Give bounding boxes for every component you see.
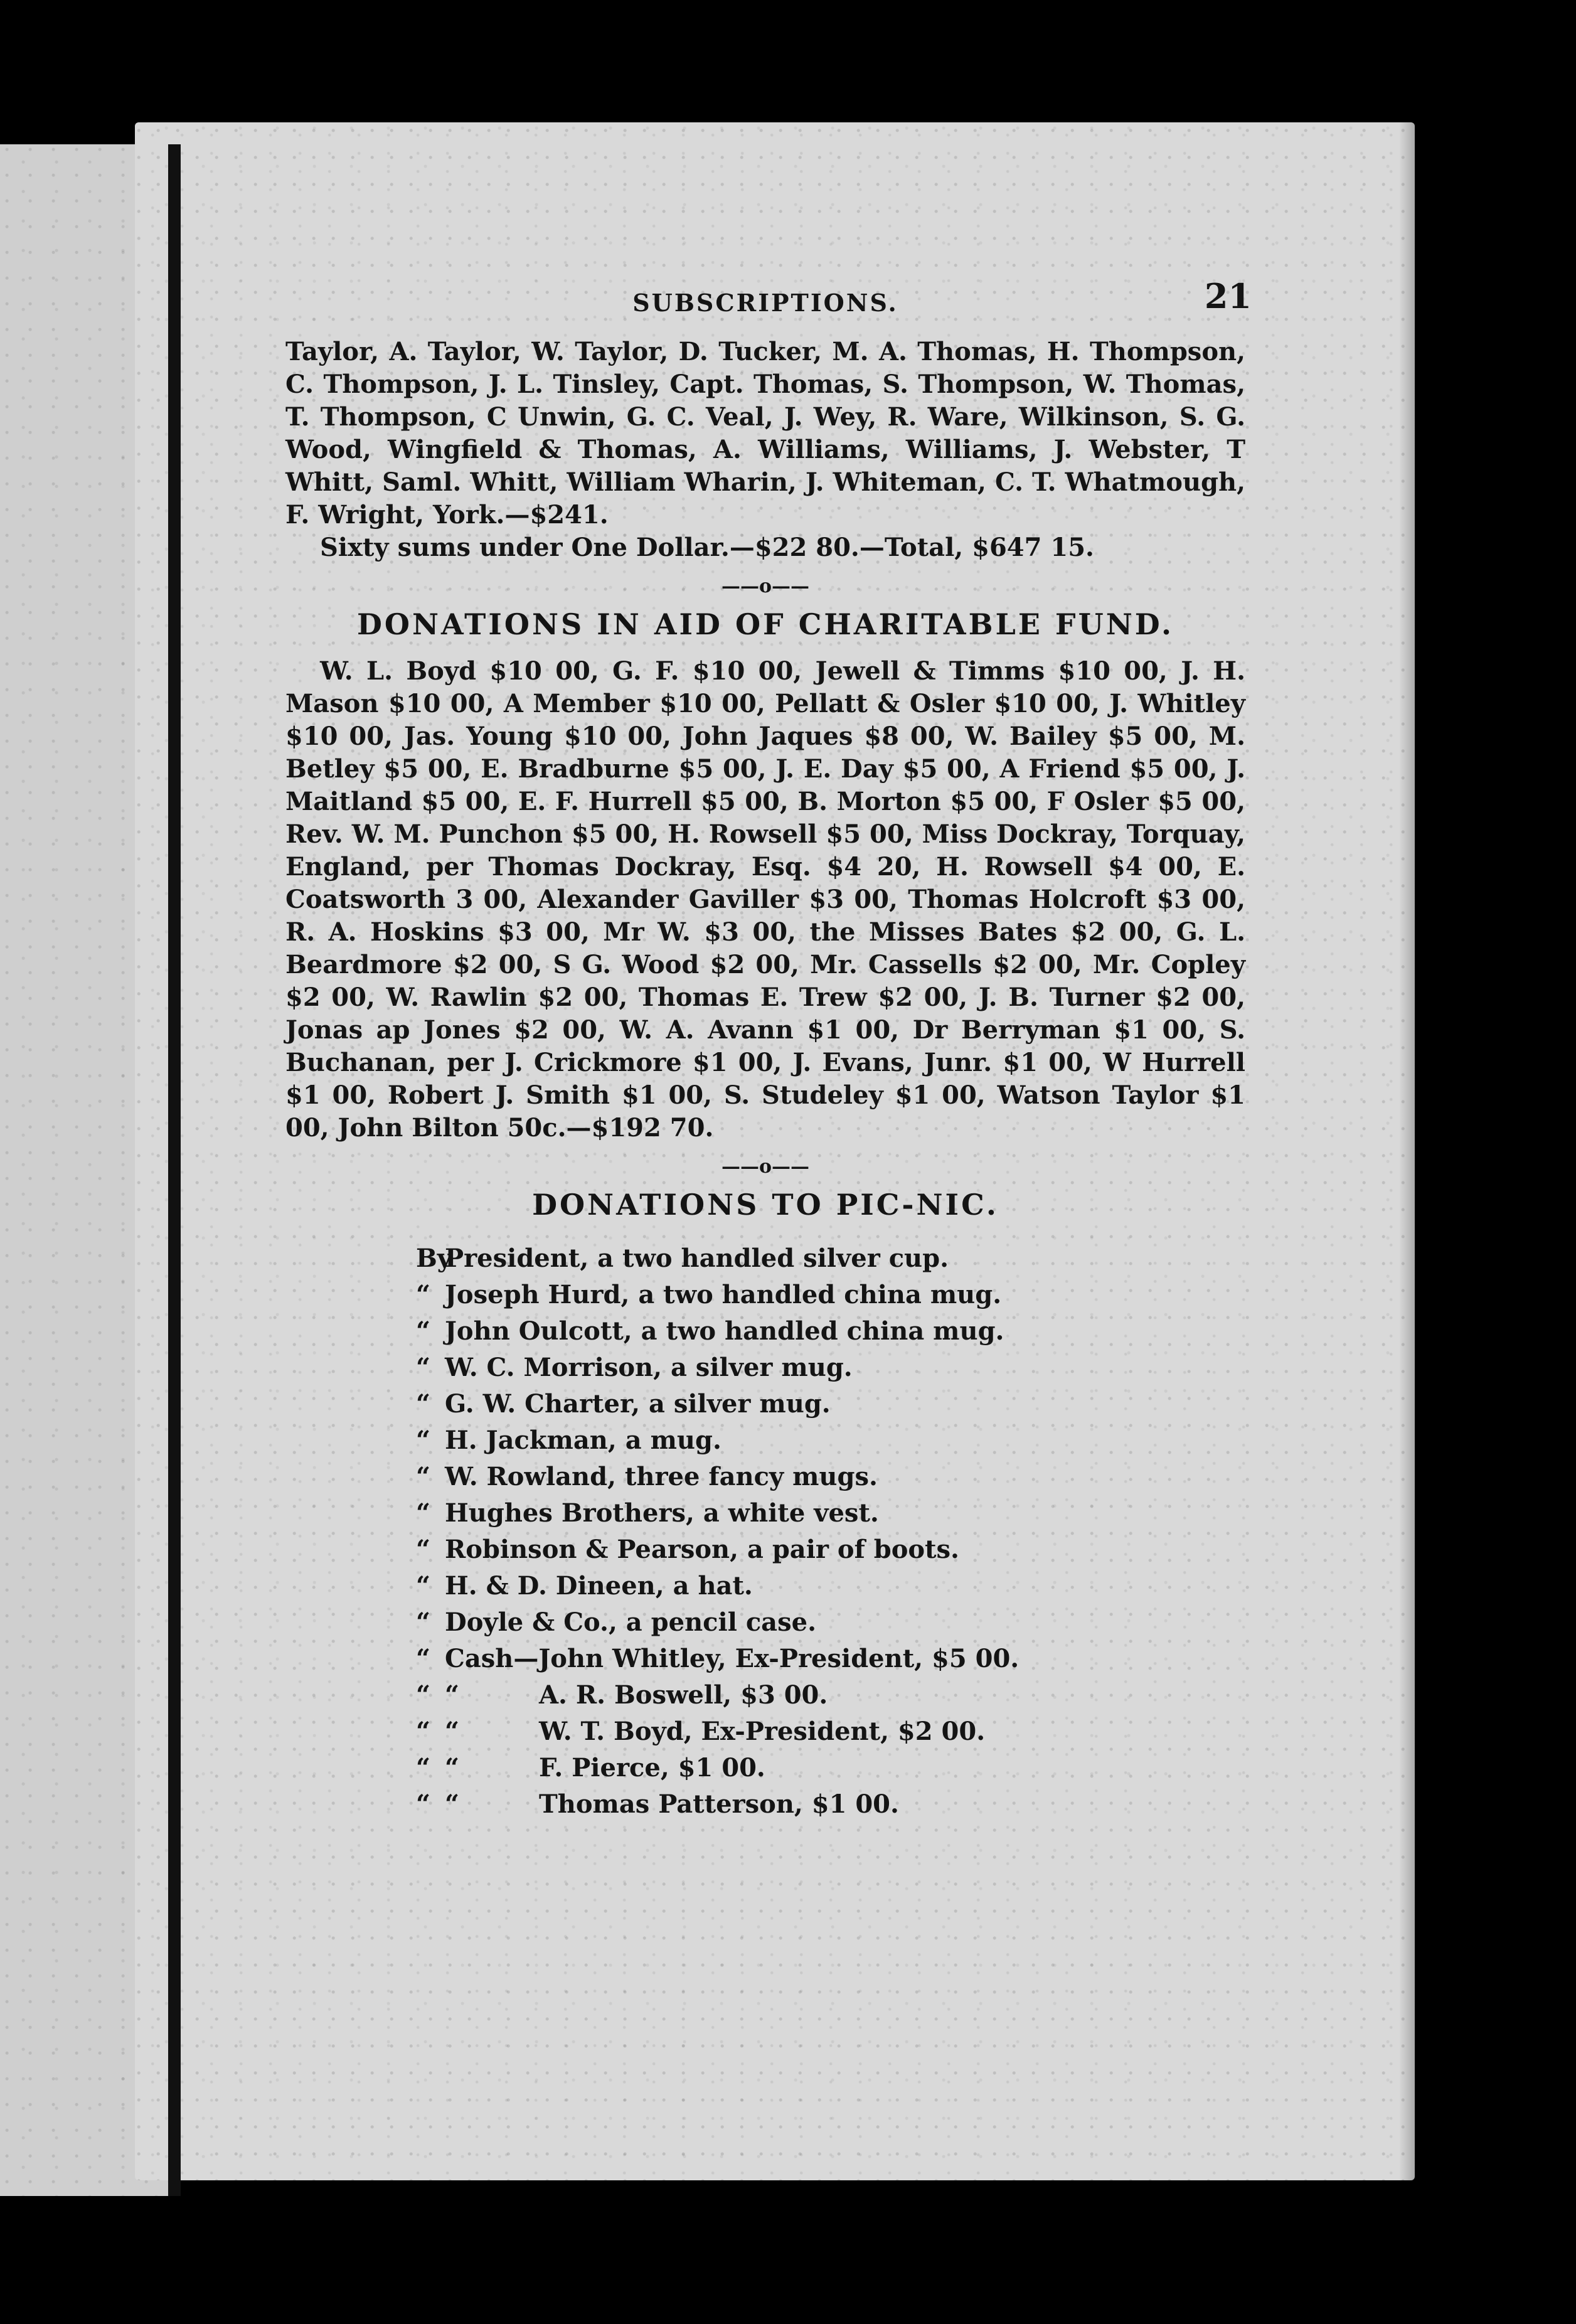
- ditto-mark-secondary: “: [445, 1753, 460, 1783]
- section-rule: ——o——: [721, 1156, 809, 1178]
- ditto-mark-secondary: “: [445, 1680, 460, 1710]
- ditto-mark: “: [416, 1353, 431, 1382]
- ditto-mark-secondary: “: [445, 1717, 460, 1746]
- picnic-donation-item: [416, 1714, 1245, 1750]
- section-rule: ——o——: [721, 575, 809, 597]
- donation-text: John Oulcott, a two handled china mug.: [445, 1316, 1004, 1346]
- donation-text: Hughes Brothers, a white vest.: [445, 1498, 879, 1528]
- donation-text: H. & D. Dineen, a hat.: [445, 1571, 753, 1601]
- ditto-mark: “: [416, 1316, 431, 1346]
- section-heading-charitable-fund: DONATIONS IN AID OF CHARITABLE FUND.: [356, 607, 1174, 641]
- picnic-donation-item: [416, 1240, 1245, 1277]
- page-number: 21: [1204, 276, 1252, 316]
- ditto-mark: “: [416, 1789, 431, 1819]
- ditto-mark: “: [416, 1389, 431, 1419]
- picnic-donation-item: [416, 1350, 1245, 1386]
- donation-text: W. T. Boyd, Ex-President, $2 00.: [539, 1717, 986, 1746]
- donation-text: W. Rowland, three fancy mugs.: [445, 1462, 878, 1491]
- donation-text: Doyle & Co., a pencil case.: [445, 1607, 816, 1637]
- donation-text: President, a two handled silver cup.: [445, 1244, 949, 1273]
- ditto-mark: “: [416, 1498, 431, 1528]
- picnic-donation-item: [416, 1677, 1245, 1714]
- donation-text: Robinson & Pearson, a pair of boots.: [445, 1535, 959, 1564]
- donation-text: H. Jackman, a mug.: [445, 1426, 721, 1455]
- donation-text: A. R. Boswell, $3 00.: [539, 1680, 828, 1710]
- picnic-donation-item: [416, 1313, 1245, 1350]
- running-head: [285, 276, 1252, 336]
- ditto-mark: “: [416, 1644, 431, 1673]
- donation-text: Cash—John Whitley, Ex-President, $5 00.: [445, 1644, 1020, 1673]
- section-heading-picnic: DONATIONS TO PIC-NIC.: [532, 1188, 999, 1222]
- donation-text: Thomas Patterson, $1 00.: [539, 1789, 899, 1819]
- page-edge-shadow: [1399, 122, 1424, 2180]
- picnic-donation-list: [416, 1240, 1245, 1823]
- ditto-mark: By: [416, 1244, 452, 1273]
- picnic-donation-item: [416, 1459, 1245, 1495]
- ditto-mark: “: [416, 1607, 431, 1637]
- picnic-donation-item: [416, 1786, 1245, 1823]
- picnic-donation-item: [416, 1532, 1245, 1568]
- running-title: SUBSCRIPTIONS.: [632, 289, 898, 317]
- charitable-fund-donations: W. L. Boyd $10 00, G. F. $10 00, Jewell & Timms $10 00, J. H. Mason $10 00, A Member $10 00, Pellatt & Osler $10 00, J. Whitley $10 00, Jas. Young $10 00, John Jaques $8 00, W. Bailey $5 00, M. Betley $5 00, E. Bradburne $5 00, J. E. Day $5 00, A Friend $5 00, J. Maitland $5 00, E. F. Hurrell $5 00, B. Morton $5 00, F Osler $5 00, Rev. W. M. Punchon $5 00, H. Rowsell $5 00, Miss Dockray, Torquay, England, per Thomas Dockray, Esq. $4 20, H. Rowsell $4 00, E. Coatsworth 3 00, Alexander Gaviller $3 00, Thomas Holcroft $3 00, R. A. Hoskins $3 00, Mr W. $3 00, the Misses Bates $2 00, G. L. Beardmore $2 00, S G. Wood $2 00, Mr. Cassells $2 00, Mr. Copley $2 00, W. Rawlin $2 00, Thomas E. Trew $2 00, J. B. Turner $2 00, Jonas ap Jones $2 00, W. A. Avann $1 00, Dr Berryman $1 00, S. Buchanan, per J. Crickmore $1 00, J. Evans, Junr. $1 00, W Hurrell $1 00, Robert J. Smith $1 00, S. Studeley $1 00, Watson Taylor $1 00, John Bilton 50c.—$192 70.: [285, 656, 1245, 1143]
- subscriptions-total: Sixty sums under One Dollar.—$22 80.—Total, $647 15.: [320, 533, 1094, 562]
- picnic-donation-item: [416, 1386, 1245, 1422]
- ditto-mark: “: [416, 1717, 431, 1746]
- ditto-mark: “: [416, 1462, 431, 1491]
- donation-text: W. C. Morrison, a silver mug.: [445, 1353, 853, 1382]
- donation-text: Joseph Hurd, a two handled china mug.: [445, 1280, 1002, 1309]
- picnic-donation-item: [416, 1568, 1245, 1604]
- ditto-mark: “: [416, 1571, 431, 1601]
- picnic-donation-item: [416, 1495, 1245, 1532]
- picnic-donation-item: [416, 1277, 1245, 1313]
- subscriber-names: Taylor, A. Taylor, W. Taylor, D. Tucker, M. A. Thomas, H. Thompson, C. Thompson, J. L. Tinsley, Capt. Thomas, S. Thompson, W. Thomas, T. Thompson, C Unwin, G. C. Veal, J. Wey, R. Ware, Wilkinson, S. G. Wood, Wingfield & Thomas, A. Williams, Williams, J. Webster, T Whitt, Saml. Whitt, William Wharin, J. Whiteman, C. T. Whatmough, F. Wright, York.—$241.: [285, 337, 1245, 530]
- ditto-mark-secondary: “: [445, 1789, 460, 1819]
- picnic-donation-item: [416, 1604, 1245, 1641]
- book-gutter: [168, 144, 181, 2196]
- ditto-mark: “: [416, 1426, 431, 1455]
- picnic-donation-item: [416, 1641, 1245, 1677]
- ditto-mark: “: [416, 1753, 431, 1783]
- picnic-donation-item: [416, 1422, 1245, 1459]
- ditto-mark: “: [416, 1680, 431, 1710]
- picnic-donation-item: [416, 1750, 1245, 1786]
- donation-text: F. Pierce, $1 00.: [539, 1753, 765, 1783]
- ditto-mark: “: [416, 1535, 431, 1564]
- donation-text: G. W. Charter, a silver mug.: [445, 1389, 831, 1419]
- ditto-mark: “: [416, 1280, 431, 1309]
- page-text: [285, 276, 1252, 1823]
